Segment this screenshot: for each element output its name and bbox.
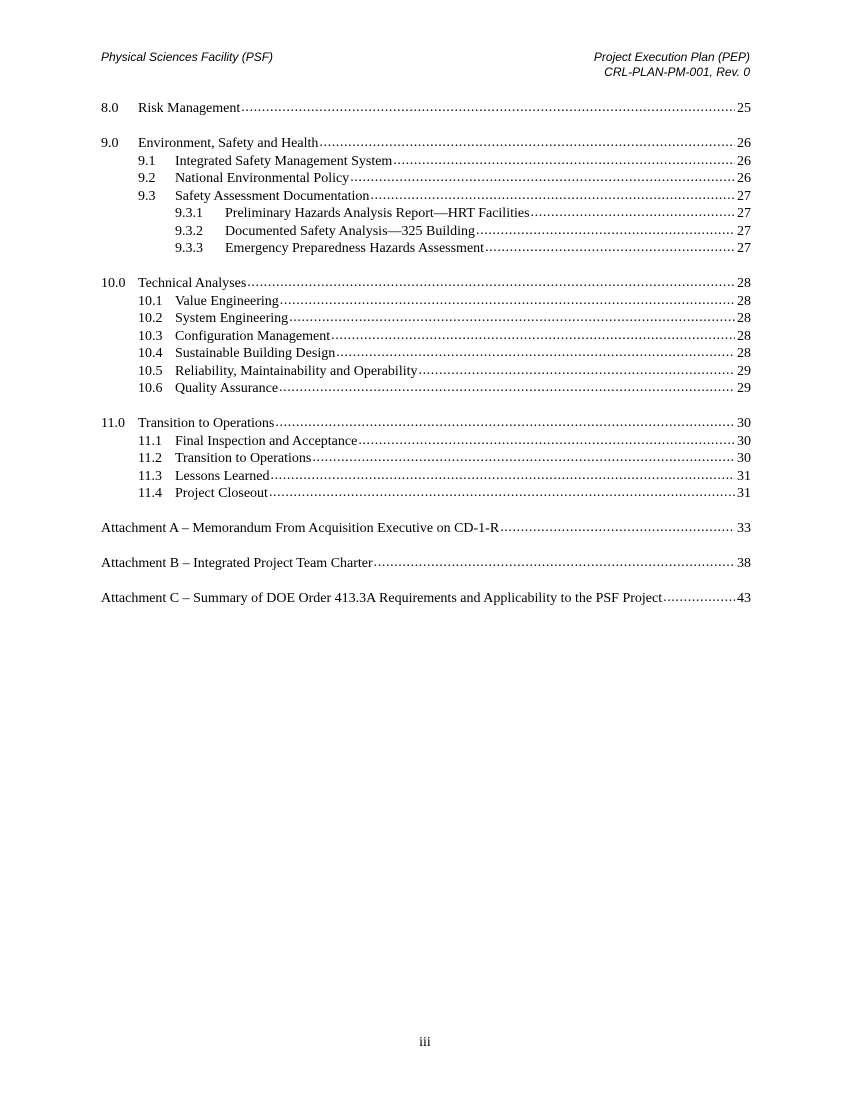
toc-entry-attachment-b[interactable] <box>101 555 751 573</box>
toc-entry-9-0[interactable] <box>101 135 751 153</box>
toc-dot-leader <box>280 292 735 310</box>
toc-entry-10-3[interactable] <box>101 328 751 346</box>
toc-entry-page: 28 <box>737 276 751 291</box>
toc-entry-9-1[interactable] <box>101 153 751 171</box>
toc-entry-11-3[interactable] <box>101 468 751 486</box>
toc-entry-page: 29 <box>737 363 751 379</box>
toc-dot-leader <box>350 169 735 187</box>
toc-entry-page: 28 <box>737 311 751 326</box>
toc-entry-number: 11.4 <box>138 486 162 501</box>
toc-dot-leader <box>331 327 735 345</box>
toc-entry-11-4[interactable] <box>101 485 751 503</box>
toc-dot-leader <box>418 362 735 380</box>
toc-entry-number: 10.1 <box>138 293 163 309</box>
toc-entry-title: Integrated Safety Management System <box>175 153 393 169</box>
toc-entry-9-3[interactable] <box>101 188 751 206</box>
toc-entry-page: 28 <box>737 328 751 344</box>
toc-dot-leader <box>476 222 735 240</box>
toc-entry-10-5[interactable] <box>101 363 751 381</box>
toc-dot-leader <box>485 239 735 257</box>
toc-dot-leader <box>531 204 735 222</box>
toc-entry-title: Attachment B – Integrated Project Team Charter <box>101 556 373 571</box>
toc-entry-number: 11.2 <box>138 451 162 466</box>
toc-dot-leader <box>336 344 735 362</box>
toc-entry-title: Sustainable Building Design <box>175 346 336 361</box>
header-facility-name: Physical Sciences Facility (PSF) <box>101 50 274 64</box>
toc-entry-number: 10.3 <box>138 328 163 344</box>
toc-entry-title: Preliminary Hazards Analysis Report—HRT Facilities <box>225 206 530 221</box>
toc-entry-10-2[interactable] <box>101 310 751 328</box>
toc-entry-title: System Engineering <box>175 311 289 326</box>
toc-dot-leader <box>241 99 735 117</box>
toc-dot-leader <box>289 309 735 327</box>
toc-entry-9-2[interactable] <box>101 170 751 188</box>
toc-entry-number: 11.0 <box>101 416 125 431</box>
toc-entry-page: 30 <box>737 416 751 431</box>
toc-entry-page: 31 <box>737 468 751 484</box>
toc-entry-title: Quality Assurance <box>175 381 279 396</box>
toc-entry-title: Attachment C – Summary of DOE Order 413.3A Requirements and Applicability to the PSF Project <box>101 591 663 606</box>
toc-dot-leader <box>393 152 735 170</box>
toc-dot-leader <box>312 449 735 467</box>
toc-entry-title: Emergency Preparedness Hazards Assessment <box>225 241 485 256</box>
toc-entry-title: Transition to Operations <box>175 451 312 466</box>
toc-entry-page: 38 <box>737 556 751 571</box>
table-of-contents <box>101 100 751 608</box>
toc-entry-8-0[interactable] <box>101 100 751 118</box>
toc-entry-number: 8.0 <box>101 101 119 116</box>
toc-dot-leader <box>370 187 735 205</box>
toc-dot-leader <box>275 414 735 432</box>
toc-entry-title: Environment, Safety and Health <box>138 136 319 151</box>
toc-entry-number: 10.6 <box>138 381 163 396</box>
toc-entry-number: 10.5 <box>138 363 163 379</box>
toc-entry-title: Documented Safety Analysis—325 Building <box>225 223 476 239</box>
toc-entry-number: 10.4 <box>138 346 163 361</box>
toc-dot-leader <box>358 432 735 450</box>
toc-entry-title: Value Engineering <box>175 293 279 309</box>
toc-entry-title: Safety Assessment Documentation <box>175 188 370 204</box>
toc-dot-leader <box>374 554 735 572</box>
header-document-title: Project Execution Plan (PEP) <box>593 50 750 64</box>
toc-entry-page: 28 <box>737 293 751 309</box>
toc-entry-number: 10.2 <box>138 311 163 326</box>
header-document-info <box>594 50 750 80</box>
toc-entry-9-3-3[interactable] <box>101 240 751 258</box>
toc-entry-title: National Environmental Policy <box>175 171 350 186</box>
toc-entry-number: 11.3 <box>138 468 162 484</box>
toc-entry-title: Risk Management <box>138 101 241 116</box>
toc-entry-title: Final Inspection and Acceptance <box>175 433 358 449</box>
toc-entry-page: 28 <box>737 346 751 361</box>
toc-entry-10-0[interactable] <box>101 275 751 293</box>
toc-entry-number: 10.0 <box>101 276 126 291</box>
toc-entry-page: 30 <box>737 451 751 466</box>
toc-entry-page: 33 <box>737 521 751 536</box>
page-number: iii <box>419 1035 431 1050</box>
toc-entry-number: 9.3.1 <box>175 206 203 221</box>
toc-entry-attachment-a[interactable] <box>101 520 751 538</box>
toc-entry-page: 26 <box>737 153 751 169</box>
toc-entry-page: 26 <box>737 171 751 186</box>
toc-entry-page: 29 <box>737 381 751 396</box>
toc-entry-page: 27 <box>737 241 751 256</box>
toc-entry-number: 9.1 <box>138 153 156 169</box>
toc-dot-leader <box>500 519 735 537</box>
toc-entry-page: 27 <box>737 223 751 239</box>
toc-entry-10-1[interactable] <box>101 293 751 311</box>
toc-entry-page: 43 <box>737 591 751 606</box>
toc-entry-11-0[interactable] <box>101 415 751 433</box>
toc-entry-title: Transition to Operations <box>138 416 275 431</box>
toc-entry-10-6[interactable] <box>101 380 751 398</box>
toc-entry-10-4[interactable] <box>101 345 751 363</box>
toc-entry-number: 9.3.2 <box>175 223 203 239</box>
toc-entry-11-2[interactable] <box>101 450 751 468</box>
toc-entry-attachment-c[interactable] <box>101 590 751 608</box>
toc-entry-title: Attachment A – Memorandum From Acquisition Executive on CD-1-R <box>101 521 500 536</box>
toc-entry-title: Project Closeout <box>175 486 268 501</box>
toc-entry-number: 9.3 <box>138 188 156 204</box>
header-document-id: CRL-PLAN-PM-001, Rev. 0 <box>604 65 750 79</box>
toc-entry-9-3-2[interactable] <box>101 223 751 241</box>
toc-dot-leader <box>270 467 735 485</box>
toc-entry-11-1[interactable] <box>101 433 751 451</box>
toc-entry-number: 9.2 <box>138 171 156 186</box>
toc-entry-number: 9.3.3 <box>175 241 203 256</box>
toc-entry-number: 9.0 <box>101 136 119 151</box>
toc-entry-title: Configuration Management <box>175 328 331 344</box>
toc-entry-title: Reliability, Maintainability and Operability <box>175 363 418 379</box>
toc-entry-page: 26 <box>737 136 751 151</box>
toc-dot-leader <box>247 274 735 292</box>
page-footer <box>0 1035 850 1051</box>
toc-dot-leader <box>279 379 735 397</box>
toc-dot-leader <box>663 589 735 607</box>
toc-entry-page: 27 <box>737 188 751 204</box>
toc-entry-page: 25 <box>737 101 751 116</box>
toc-entry-title: Technical Analyses <box>138 276 247 291</box>
toc-dot-leader <box>269 484 735 502</box>
toc-dot-leader <box>319 134 735 152</box>
toc-entry-page: 30 <box>737 433 751 449</box>
toc-entry-page: 27 <box>737 206 751 221</box>
toc-entry-title: Lessons Learned <box>175 468 270 484</box>
toc-entry-page: 31 <box>737 486 751 501</box>
toc-entry-9-3-1[interactable] <box>101 205 751 223</box>
toc-entry-number: 11.1 <box>138 433 162 449</box>
